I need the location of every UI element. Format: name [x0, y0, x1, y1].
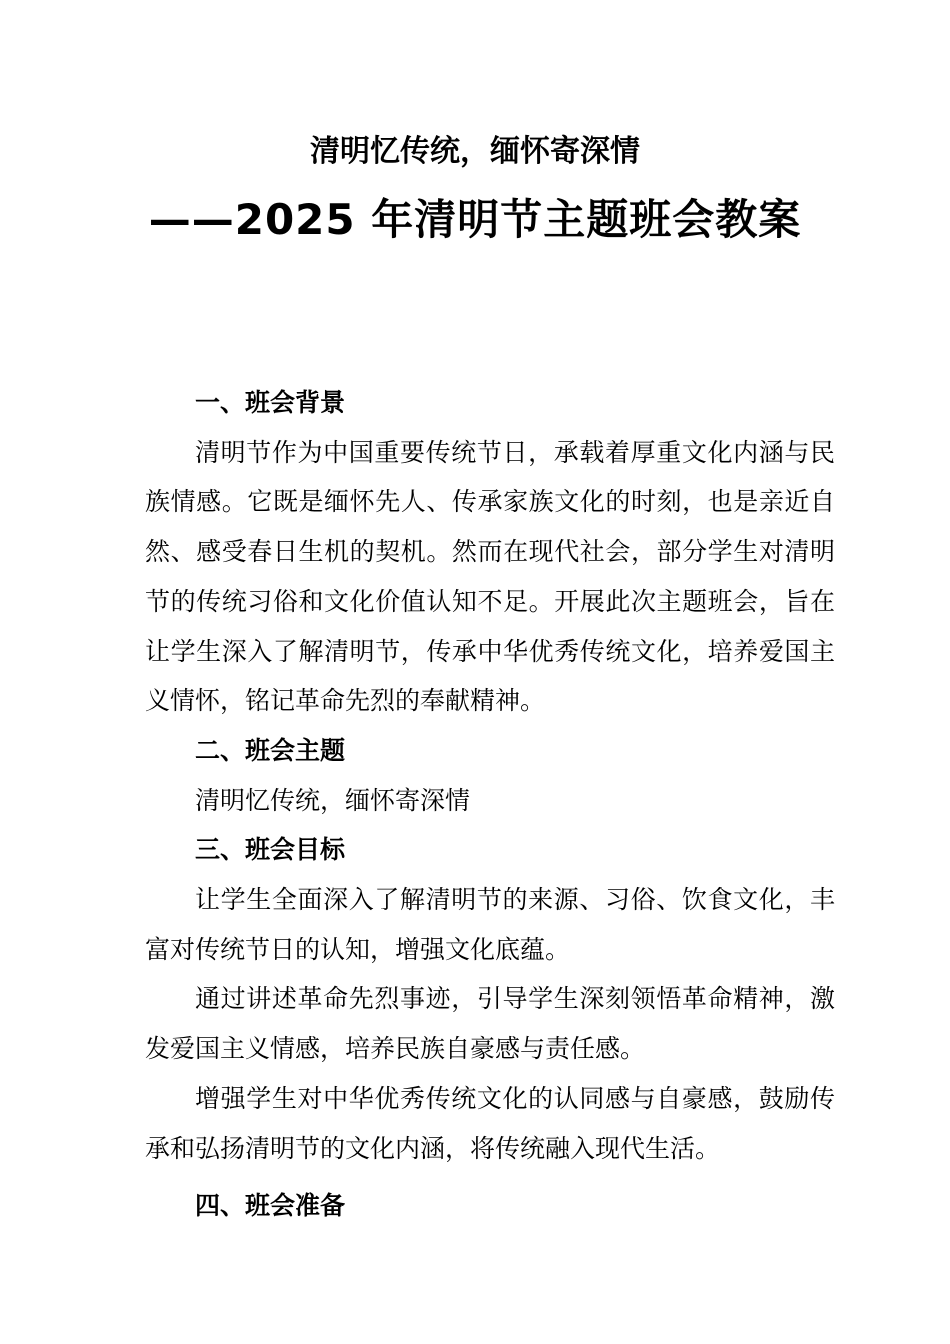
- goal-item-1: 让学生全面深入了解清明节的来源、习俗、饮食文化，丰富对传统节日的认知，增强文化底蕴。: [145, 885, 835, 964]
- section-heading-background: 一、班会背景: [195, 388, 346, 417]
- goal-item-2: 通过讲述革命先烈事迹，引导学生深刻领悟革命精神，激发爱国主义情感，培养民族自豪感与责任感。: [145, 984, 835, 1064]
- theme-paragraph: 清明忆传统，缅怀寄深情: [195, 785, 471, 815]
- section-heading-preparation: 四、班会准备: [195, 1191, 346, 1221]
- document-body: [145, 378, 835, 1231]
- document-title: ——2025 年清明节主题班会教案: [148, 195, 802, 244]
- section-heading-theme: 二、班会主题: [195, 735, 346, 765]
- goal-item-3: 增强学生对中华优秀传统文化的认同感与自豪感，鼓励传承和弘扬清明节的文化内涵，将传统融入现代生活。: [145, 1083, 835, 1163]
- background-paragraph: 清明节作为中国重要传统节日，承载着厚重文化内涵与民族情感。它既是缅怀先人、传承家族文化的时刻，也是亲近自然、感受春日生机的契机。然而在现代社会，部分学生对清明节的传统习俗和文化价值认知不足。开展此次主题班会，旨在让学生深入了解清明节，传承中华优秀传统文化，培养爱国主义情怀，铭记革命先烈的奉献精神。: [145, 437, 835, 716]
- spacer: [145, 1173, 835, 1181]
- document-subtitle: 清明忆传统，缅怀寄深情: [310, 134, 640, 169]
- section-heading-goals: 三、班会目标: [195, 835, 346, 865]
